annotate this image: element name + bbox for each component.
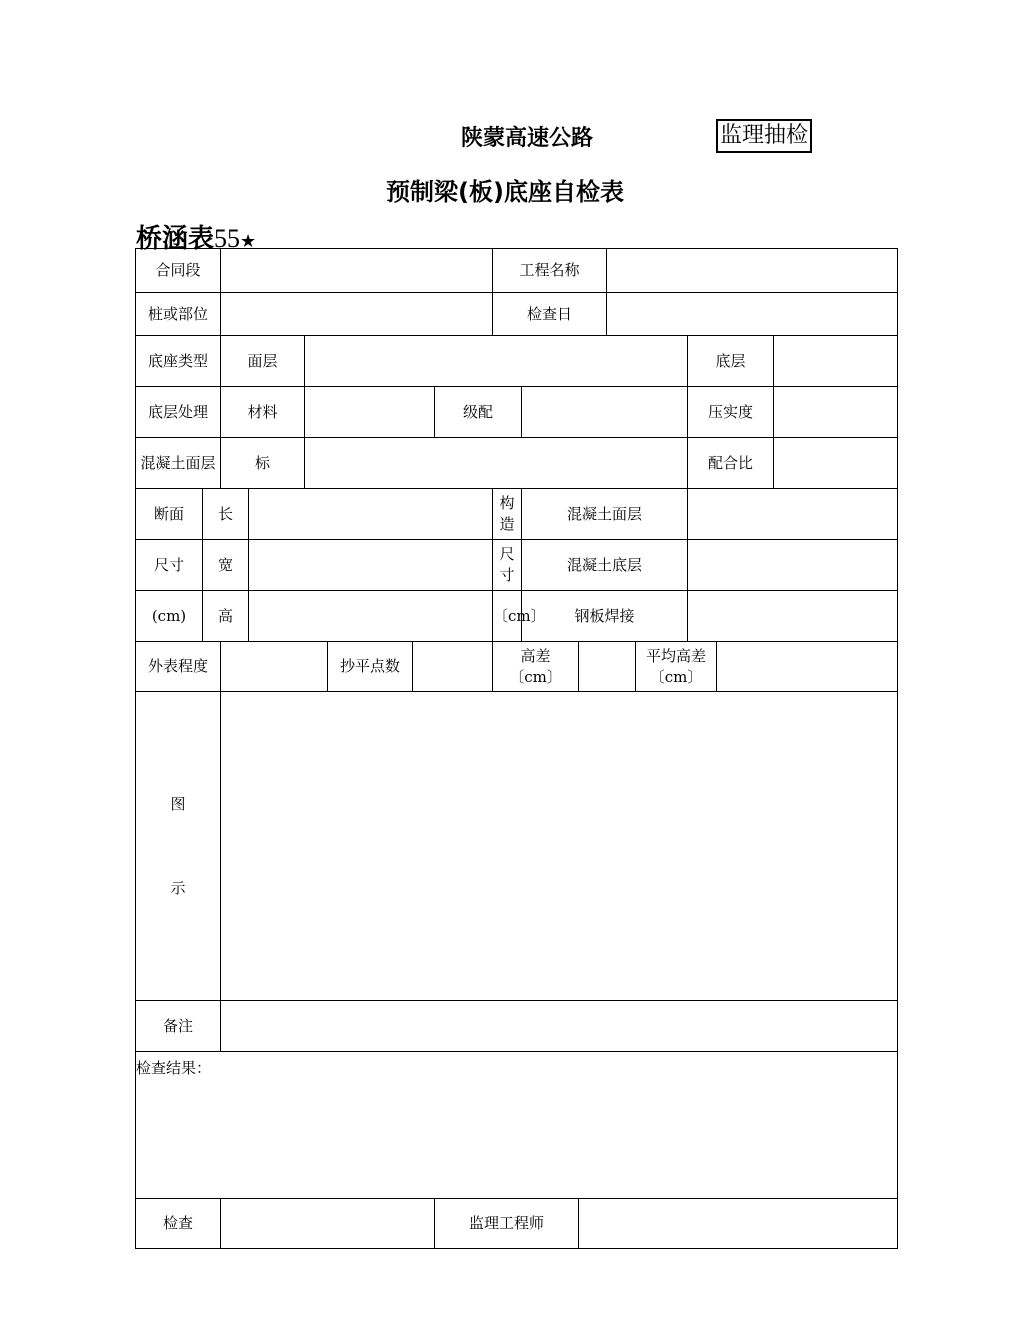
- table-row: [136, 540, 898, 591]
- leveling-points-label: 抄平点数: [328, 642, 413, 692]
- avg-height-diff-field[interactable]: [717, 642, 898, 692]
- contract-field[interactable]: [221, 249, 493, 293]
- structure-size-label: 构造: [493, 489, 522, 540]
- check-result-area[interactable]: [136, 1052, 898, 1199]
- avg-height-diff-label-text: 平均高差: [646, 646, 707, 665]
- table-row: [136, 249, 898, 293]
- mark-label: 标: [221, 438, 305, 489]
- inspector-label: 检查: [136, 1199, 221, 1249]
- avg-height-diff-unit: 〔cm〕: [649, 667, 703, 686]
- table-row: [136, 591, 898, 642]
- diagram-label-2: 示: [170, 878, 186, 897]
- section-size-label: 断面: [136, 489, 203, 540]
- table-row: [136, 489, 898, 540]
- inspector-field[interactable]: [221, 1199, 435, 1249]
- table-row: [136, 438, 898, 489]
- diagram-area[interactable]: [221, 692, 898, 1001]
- form-title: 预制梁(板)底座自检表: [386, 178, 624, 206]
- grading-label: 级配: [435, 387, 522, 438]
- table-row: [136, 1199, 898, 1249]
- section-size-unit: (cm): [136, 591, 203, 642]
- width-field[interactable]: [249, 540, 493, 591]
- mix-ratio-label: 配合比: [688, 438, 774, 489]
- station-label: 桩或部位: [136, 293, 221, 336]
- steel-weld-field[interactable]: [688, 591, 898, 642]
- star-icon: ★: [240, 231, 257, 252]
- height-label: 高: [203, 591, 249, 642]
- check-date-field[interactable]: [607, 293, 898, 336]
- height-diff-unit: 〔cm〕: [509, 667, 562, 686]
- supervisor-label: 监理工程师: [435, 1199, 579, 1249]
- table-row: [136, 387, 898, 438]
- contract-label: 合同段: [136, 249, 221, 293]
- surface-layer-field[interactable]: [305, 336, 688, 387]
- height-field[interactable]: [249, 591, 493, 642]
- structure-size-label-2: 尺寸: [493, 540, 522, 591]
- concrete-surface-label: 混凝土面层: [136, 438, 221, 489]
- project-name-label: 工程名称: [493, 249, 607, 293]
- concrete-bottom-label: 混凝土底层: [522, 540, 688, 591]
- length-label: 长: [203, 489, 249, 540]
- appearance-field[interactable]: [221, 642, 328, 692]
- appearance-label: 外表程度: [136, 642, 221, 692]
- bottom-layer-field[interactable]: [774, 336, 898, 387]
- supervision-stamp: 监理抽检: [716, 119, 812, 153]
- height-diff-field[interactable]: [579, 642, 636, 692]
- mix-ratio-field[interactable]: [774, 438, 898, 489]
- height-diff-label: [493, 642, 579, 692]
- check-date-label: 检查日: [493, 293, 607, 336]
- width-label: 宽: [203, 540, 249, 591]
- inspection-form-table: [135, 248, 898, 1249]
- table-row: [136, 336, 898, 387]
- steel-weld-label: 钢板焊接: [522, 591, 688, 642]
- bottom-treatment-label: 底层处理: [136, 387, 221, 438]
- project-name-field[interactable]: [607, 249, 898, 293]
- concrete-bottom-field[interactable]: [688, 540, 898, 591]
- road-name: 陕蒙高速公路: [461, 126, 594, 151]
- mark-field[interactable]: [305, 438, 688, 489]
- avg-height-diff-label: [636, 642, 717, 692]
- station-field[interactable]: [221, 293, 493, 336]
- remarks-label: 备注: [136, 1001, 221, 1052]
- table-row: [136, 293, 898, 336]
- diagram-label-1: 图: [170, 794, 186, 813]
- height-diff-label-text: 高差: [520, 646, 551, 665]
- compaction-label: 压实度: [688, 387, 774, 438]
- grading-field[interactable]: [522, 387, 688, 438]
- leveling-points-field[interactable]: [413, 642, 493, 692]
- table-row: [136, 1001, 898, 1052]
- bottom-layer-label: 底层: [688, 336, 774, 387]
- concrete-top-label: 混凝土面层: [522, 489, 688, 540]
- form-code-number: 55: [214, 224, 241, 253]
- base-type-label: 底座类型: [136, 336, 221, 387]
- length-field[interactable]: [249, 489, 493, 540]
- table-row: [136, 692, 898, 1001]
- check-result-label: 检查结果：: [136, 1059, 212, 1077]
- concrete-top-field[interactable]: [688, 489, 898, 540]
- table-row: [136, 1052, 898, 1199]
- section-size-label-2: 尺寸: [136, 540, 203, 591]
- remarks-field[interactable]: [221, 1001, 898, 1052]
- compaction-field[interactable]: [774, 387, 898, 438]
- material-field[interactable]: [305, 387, 435, 438]
- surface-layer-label: 面层: [221, 336, 305, 387]
- material-label: 材料: [221, 387, 305, 438]
- diagram-label: [136, 692, 221, 1001]
- supervisor-field[interactable]: [579, 1199, 898, 1249]
- structure-size-unit: 〔cm〕: [493, 591, 522, 642]
- table-row: [136, 642, 898, 692]
- form-code-prefix: 桥涵表: [136, 224, 215, 254]
